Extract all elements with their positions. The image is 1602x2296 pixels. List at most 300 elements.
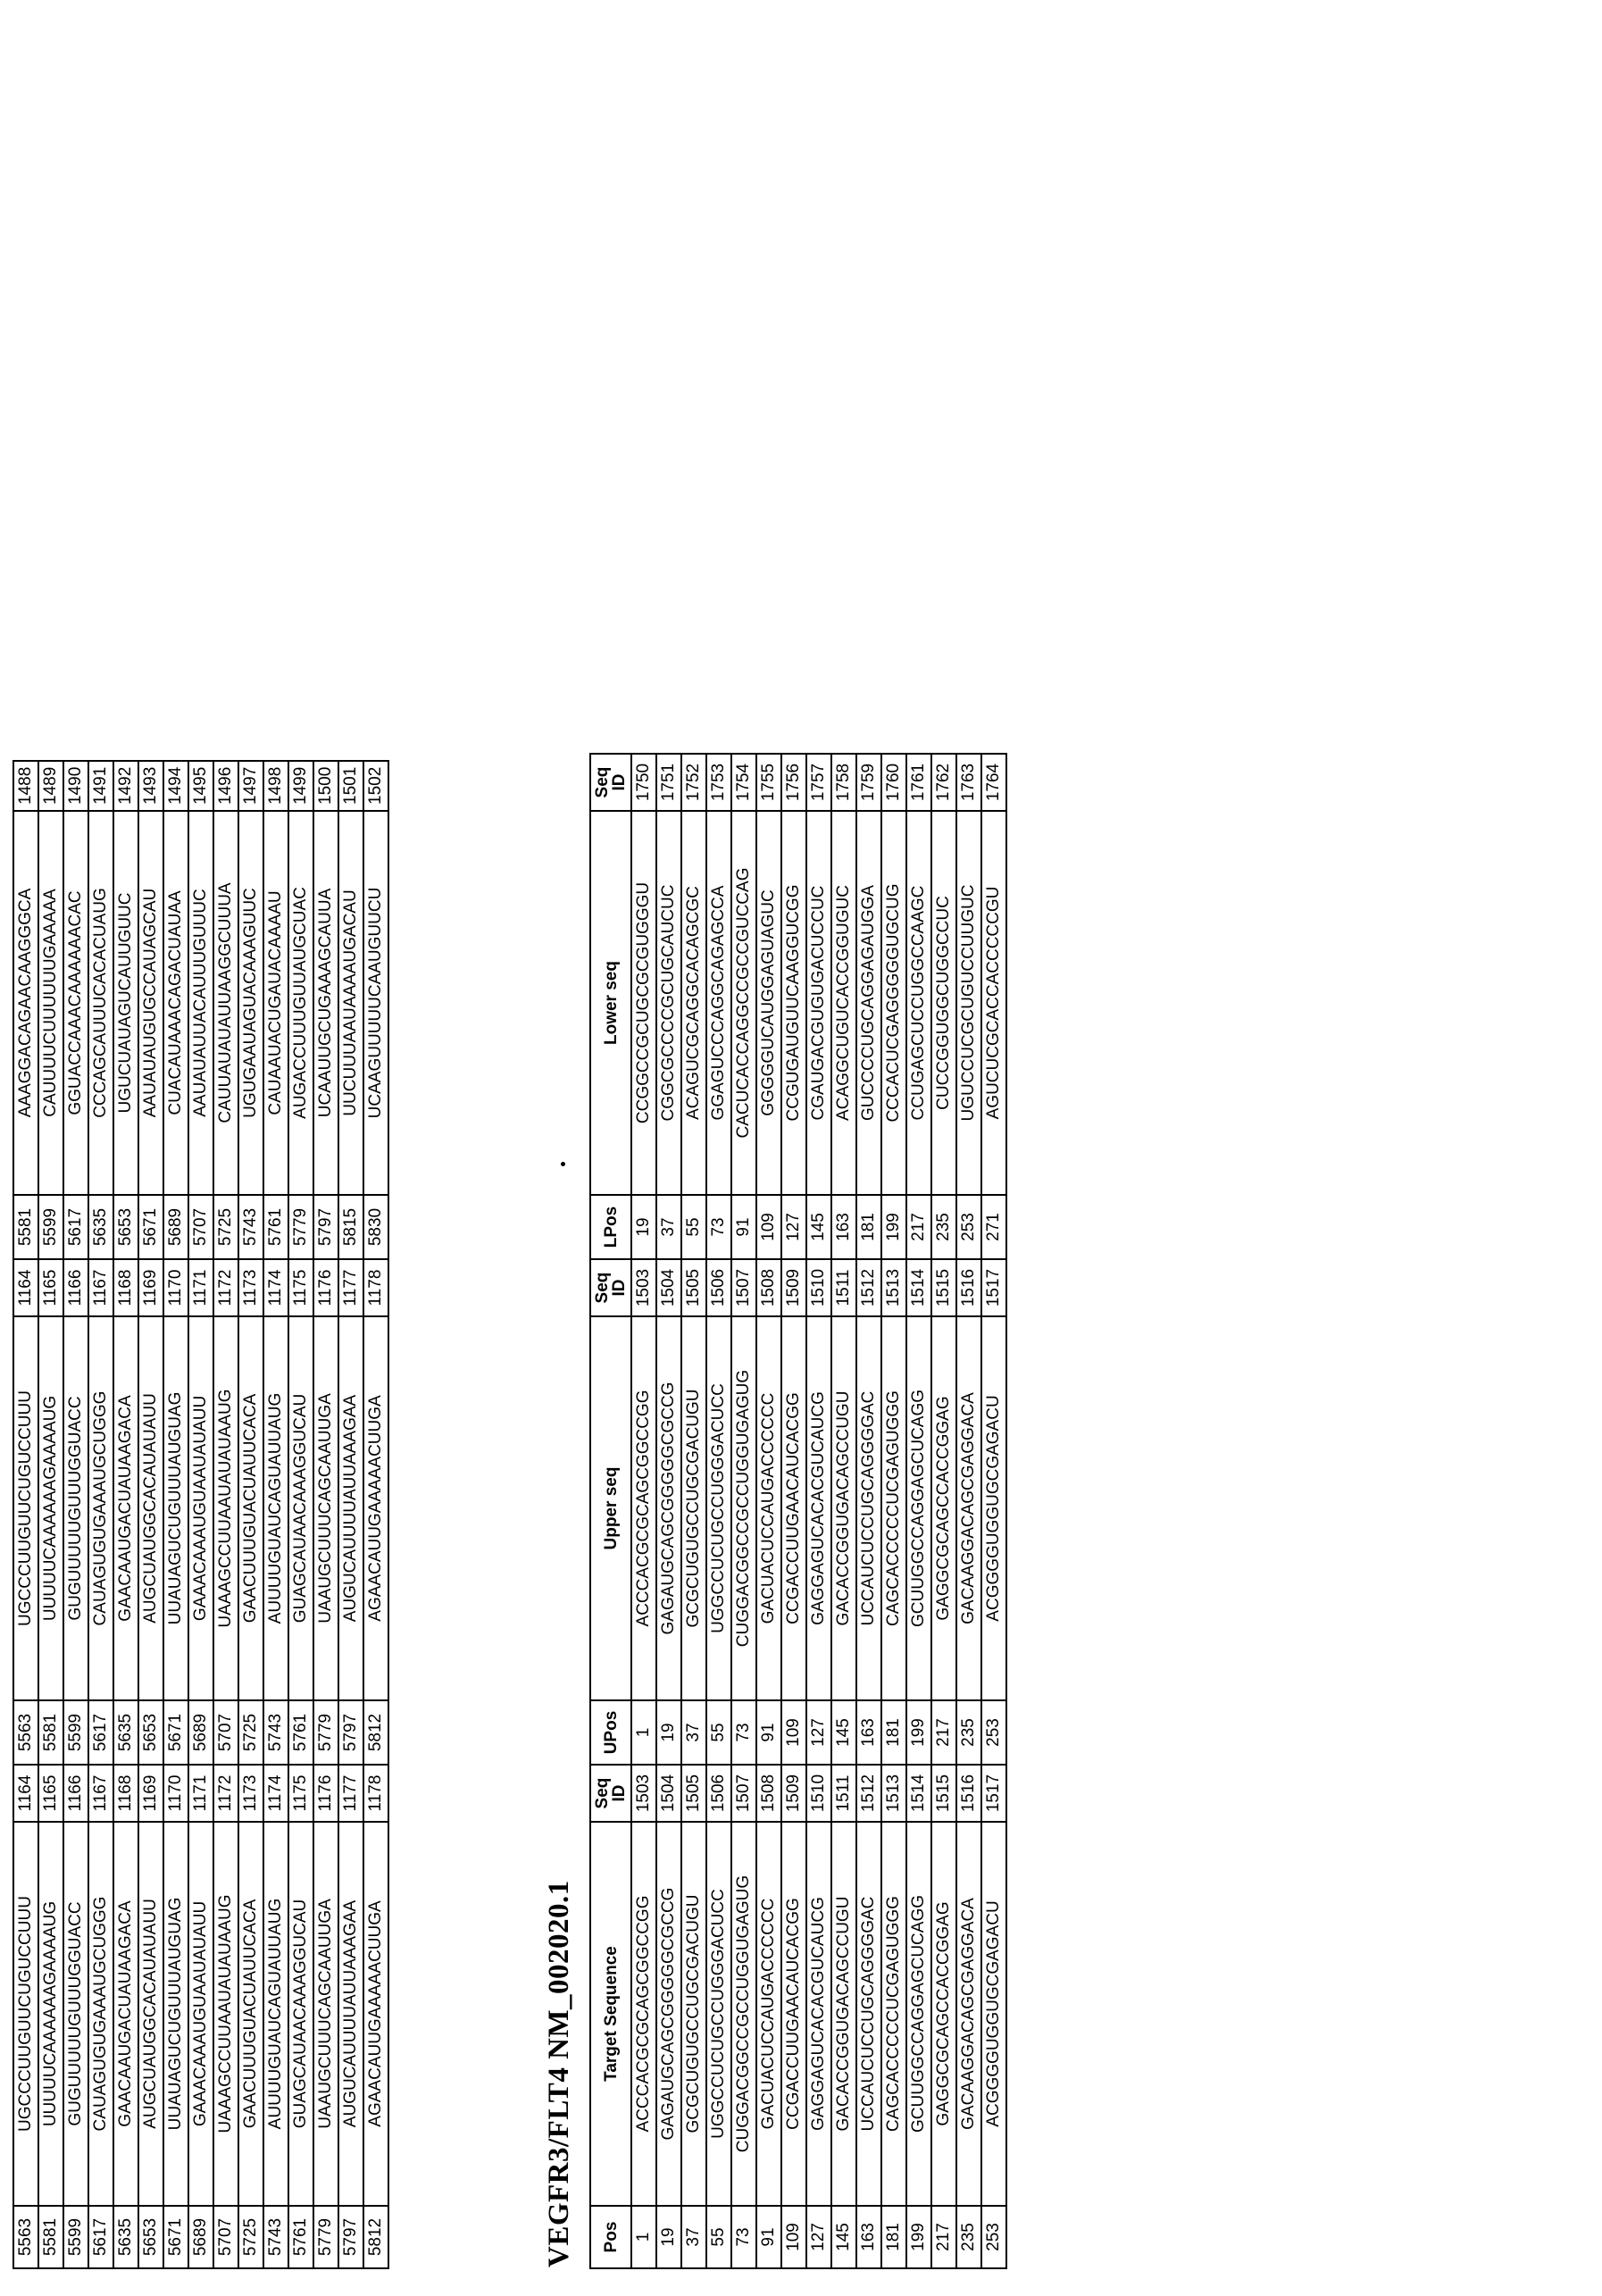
cell-seq-id-upper: 1172 — [213, 1259, 238, 1316]
cell-seq-id-lower: 1762 — [931, 754, 956, 811]
cell-seq-id-lower: 1497 — [238, 761, 263, 811]
cell-upper-seq: UUUUUCAAAAAAGAAAAUG — [38, 1316, 63, 1700]
cell-upos: 91 — [756, 1700, 781, 1765]
cell-seq-id-target: 1176 — [313, 1765, 338, 1822]
cell-upos: 5812 — [363, 1700, 388, 1765]
cell-target-sequence: GAGAUGCAGCGGGGGCGCCG — [656, 1822, 681, 2206]
cell-upos: 145 — [831, 1700, 856, 1765]
cell-lpos: 5599 — [38, 1195, 63, 1259]
cell-target-sequence: ACGGGGUGGUGCGAGACU — [981, 1822, 1006, 2206]
cell-lpos: 5581 — [13, 1195, 38, 1259]
table-row — [288, 761, 313, 2268]
cell-pos: 5689 — [188, 2206, 213, 2268]
column-header-seq-id-lower — [590, 1259, 631, 1316]
column-header-lower-seq: Lower seq — [590, 811, 631, 1195]
cell-seq-id-target: 1514 — [906, 1765, 931, 1822]
cell-pos: 5581 — [38, 2206, 63, 2268]
cell-target-sequence: UUUUUCAAAAAAGAAAAUG — [38, 1822, 63, 2206]
cell-lpos: 5743 — [238, 1195, 263, 1259]
cell-lpos: 55 — [681, 1195, 706, 1259]
cell-seq-id-lower: 1488 — [13, 761, 38, 811]
sequence-table-continuation-wrap — [13, 760, 389, 2269]
cell-target-sequence: GACACCGGUGACAGCCUGU — [831, 1822, 856, 2206]
cell-target-sequence: UGCCCUUGUUCUGUCCUUU — [13, 1822, 38, 2206]
cell-upper-seq: GAACAAUGACUAUAAGACA — [113, 1316, 138, 1700]
cell-pos: 1 — [631, 2206, 656, 2268]
page-title: VEGFR3/FLT4 NM_002020.1 — [543, 1880, 575, 2267]
cell-seq-id-lower: 1754 — [731, 754, 756, 811]
cell-pos: 199 — [906, 2206, 931, 2268]
cell-lower-seq: UGUCUAUAGUCAUUGUUC — [113, 811, 138, 1195]
cell-pos: 73 — [731, 2206, 756, 2268]
cell-upper-seq: AUGCUAUGGCACAUAUAUU — [138, 1316, 163, 1700]
cell-lower-seq: AAUAUAUUACAUUUGUUUC — [188, 811, 213, 1195]
cell-seq-id-target: 1177 — [338, 1765, 363, 1822]
cell-lower-seq: CGGCGCCCCGCUGCAUCUC — [656, 811, 681, 1195]
cell-upper-seq: GUAGCAUAACAAAGGUCAU — [288, 1316, 313, 1700]
cell-target-sequence: GAAACAAAUGUAAUAUAUU — [188, 1822, 213, 2206]
cell-upper-seq: CAGCACCCCCUCGAGUGGG — [881, 1316, 906, 1700]
cell-seq-id-target: 1503 — [631, 1765, 656, 1822]
cell-seq-id-upper: 1515 — [931, 1259, 956, 1316]
cell-seq-id-target: 1506 — [706, 1765, 731, 1822]
cell-lower-seq: UGUCCUCGCUGUCCUUGUC — [956, 811, 981, 1195]
cell-lpos: 19 — [631, 1195, 656, 1259]
cell-pos: 235 — [956, 2206, 981, 2268]
cell-seq-id-upper: 1174 — [263, 1259, 288, 1316]
seq-id-label-line2: ID — [610, 773, 629, 791]
cell-lpos: 199 — [881, 1195, 906, 1259]
table-row — [731, 754, 756, 2268]
cell-upper-seq: GCGCUGUGCCUGCGACUGU — [681, 1316, 706, 1700]
cell-lpos: 5779 — [288, 1195, 313, 1259]
cell-target-sequence: AUGCUAUGGCACAUAUAUU — [138, 1822, 163, 2206]
cell-pos: 5725 — [238, 2206, 263, 2268]
cell-seq-id-upper: 1509 — [781, 1259, 806, 1316]
cell-target-sequence: UUAUAGUCUGUUUAUGUAG — [163, 1822, 188, 2206]
cell-upos: 5689 — [188, 1700, 213, 1765]
cell-upos: 5599 — [63, 1700, 88, 1765]
column-header-upper-seq: Upper seq — [590, 1316, 631, 1700]
cell-pos: 5671 — [163, 2206, 188, 2268]
cell-target-sequence: GUAGCAUAACAAAGGUCAU — [288, 1822, 313, 2206]
cell-seq-id-target: 1504 — [656, 1765, 681, 1822]
cell-pos: 5563 — [13, 2206, 38, 2268]
column-header-upos: UPos — [590, 1700, 631, 1765]
cell-lower-seq: UUCUUUAAUAAAAUGACAU — [338, 811, 363, 1195]
cell-lower-seq: CCGGCCGCUGCGCGUGGGU — [631, 811, 656, 1195]
cell-pos: 5653 — [138, 2206, 163, 2268]
cell-upper-seq: CCGACCUUGAACAUCACGG — [781, 1316, 806, 1700]
cell-lower-seq: CACUCACCAGGCCGCCGUCCAG — [731, 811, 756, 1195]
cell-lower-seq: CGAUGACGUGUGACUCCUC — [806, 811, 831, 1195]
cell-upos: 5725 — [238, 1700, 263, 1765]
table-row — [113, 761, 138, 2268]
cell-lpos: 5815 — [338, 1195, 363, 1259]
cell-lower-seq: AAUAUAUGUGCCAUAGCAU — [138, 811, 163, 1195]
cell-lpos: 91 — [731, 1195, 756, 1259]
cell-seq-id-upper: 1165 — [38, 1259, 63, 1316]
table-header — [590, 754, 631, 2268]
cell-seq-id-target: 1164 — [13, 1765, 38, 1822]
cell-upper-seq: GCUUGGCCAGGAGCUCAGG — [906, 1316, 931, 1700]
cell-seq-id-target: 1168 — [113, 1765, 138, 1822]
cell-seq-id-lower: 1753 — [706, 754, 731, 811]
cell-seq-id-upper: 1173 — [238, 1259, 263, 1316]
cell-upper-seq: UGCCCUUGUUCUGUCCUUU — [13, 1316, 38, 1700]
sequence-table-vegfr3-wrap — [589, 753, 1007, 2269]
table-row — [138, 761, 163, 2268]
cell-upper-seq: UAAAGCCUUAAUAUAUAAUG — [213, 1316, 238, 1700]
table-row — [906, 754, 931, 2268]
cell-lpos: 145 — [806, 1195, 831, 1259]
cell-pos: 181 — [881, 2206, 906, 2268]
table-row — [856, 754, 881, 2268]
cell-seq-id-upper: 1175 — [288, 1259, 313, 1316]
cell-seq-id-lower: 1761 — [906, 754, 931, 811]
cell-seq-id-target: 1175 — [288, 1765, 313, 1822]
cell-pos: 19 — [656, 2206, 681, 2268]
cell-seq-id-lower: 1500 — [313, 761, 338, 811]
cell-target-sequence: GAGGAGUCACACGUCAUCG — [806, 1822, 831, 2206]
cell-target-sequence: GAACAAUGACUAUAAGACA — [113, 1822, 138, 2206]
cell-seq-id-upper: 1169 — [138, 1259, 163, 1316]
cell-target-sequence: GAACUUUGUACUAUUCACA — [238, 1822, 263, 2206]
table-body — [13, 761, 388, 2268]
cell-upper-seq: GAAACAAAUGUAAUAUAUU — [188, 1316, 213, 1700]
cell-upper-seq: AUGUCAUUUUAUUAAAGAA — [338, 1316, 363, 1700]
cell-pos: 109 — [781, 2206, 806, 2268]
cell-upper-seq: CUGGACGGCCGCCUGGUGAGUG — [731, 1316, 756, 1700]
cell-upos: 5671 — [163, 1700, 188, 1765]
cell-seq-id-target: 1507 — [731, 1765, 756, 1822]
cell-target-sequence: UAAUGCUUUCAGCAAUUGA — [313, 1822, 338, 2206]
sequence-table-vegfr3 — [589, 753, 1007, 2269]
table-row — [931, 754, 956, 2268]
cell-seq-id-lower: 1763 — [956, 754, 981, 811]
table-row — [881, 754, 906, 2268]
cell-upper-seq: UCCAUCUCCUGCAGGGGAC — [856, 1316, 881, 1700]
cell-upper-seq: UAAUGCUUUCAGCAAUUGA — [313, 1316, 338, 1700]
cell-pos: 145 — [831, 2206, 856, 2268]
cell-target-sequence: GUGUUUUUGUUUGGUACC — [63, 1822, 88, 2206]
table-row — [781, 754, 806, 2268]
cell-pos: 37 — [681, 2206, 706, 2268]
cell-pos: 5617 — [88, 2206, 113, 2268]
cell-seq-id-upper: 1517 — [981, 1259, 1006, 1316]
cell-upos: 73 — [731, 1700, 756, 1765]
cell-seq-id-upper: 1171 — [188, 1259, 213, 1316]
cell-seq-id-lower: 1759 — [856, 754, 881, 811]
cell-lpos: 5635 — [88, 1195, 113, 1259]
cell-seq-id-target: 1505 — [681, 1765, 706, 1822]
cell-lower-seq: UCAAUUGCUGAAAGCAUUA — [313, 811, 338, 1195]
cell-lpos: 217 — [906, 1195, 931, 1259]
cell-seq-id-lower: 1493 — [138, 761, 163, 811]
table-row — [956, 754, 981, 2268]
cell-seq-id-target: 1167 — [88, 1765, 113, 1822]
cell-upos: 199 — [906, 1700, 931, 1765]
cell-upos: 163 — [856, 1700, 881, 1765]
cell-seq-id-target: 1516 — [956, 1765, 981, 1822]
table-row — [163, 761, 188, 2268]
cell-seq-id-target: 1166 — [63, 1765, 88, 1822]
cell-pos: 55 — [706, 2206, 731, 2268]
cell-seq-id-upper: 1176 — [313, 1259, 338, 1316]
cell-lpos: 235 — [931, 1195, 956, 1259]
cell-lpos: 163 — [831, 1195, 856, 1259]
cell-upos: 5653 — [138, 1700, 163, 1765]
cell-seq-id-upper: 1167 — [88, 1259, 113, 1316]
cell-seq-id-lower: 1758 — [831, 754, 856, 811]
cell-seq-id-upper: 1508 — [756, 1259, 781, 1316]
cell-seq-id-lower: 1756 — [781, 754, 806, 811]
cell-upos: 109 — [781, 1700, 806, 1765]
cell-lower-seq: GGAGUCCCAGGCAGAGCCA — [706, 811, 731, 1195]
cell-lower-seq: CUCCGGUGGCUGGCCUC — [931, 811, 956, 1195]
cell-lower-seq: CUACAUAAACAGACUAUAA — [163, 811, 188, 1195]
cell-seq-id-upper: 1511 — [831, 1259, 856, 1316]
cell-seq-id-upper: 1516 — [956, 1259, 981, 1316]
cell-lower-seq: CCGUGAUGUUCAAGGUCGG — [781, 811, 806, 1195]
cell-upos: 5779 — [313, 1700, 338, 1765]
table-body — [631, 754, 1006, 2268]
cell-pos: 5599 — [63, 2206, 88, 2268]
cell-seq-id-target: 1511 — [831, 1765, 856, 1822]
cell-seq-id-upper: 1510 — [806, 1259, 831, 1316]
cell-upper-seq: ACCCACGCGCAGCGGCCGG — [631, 1316, 656, 1700]
cell-upper-seq: GACUACUCCAUGACCCCCC — [756, 1316, 781, 1700]
cell-upper-seq: GAGGAGUCACACGUCAUCG — [806, 1316, 831, 1700]
cell-lpos: 73 — [706, 1195, 731, 1259]
cell-upper-seq: ACGGGGUGGUGCGAGACU — [981, 1316, 1006, 1700]
cell-upper-seq: GAACUUUGUACUAUUCACA — [238, 1316, 263, 1700]
cell-target-sequence: CCGACCUUGAACAUCACGG — [781, 1822, 806, 2206]
cell-upos: 5743 — [263, 1700, 288, 1765]
seq-id-label-line2: ID — [610, 1784, 629, 1802]
cell-upos: 19 — [656, 1700, 681, 1765]
table-row — [313, 761, 338, 2268]
cell-lower-seq: ACAGGCUGUCACCGGUGUC — [831, 811, 856, 1195]
cell-seq-id-lower: 1502 — [363, 761, 388, 811]
table-row — [338, 761, 363, 2268]
cell-upper-seq: AGAACAUUGAAAAACUUGA — [363, 1316, 388, 1700]
cell-upos: 5617 — [88, 1700, 113, 1765]
cell-target-sequence: AUGUCAUUUUAUUAAAGAA — [338, 1822, 363, 2206]
cell-seq-id-target: 1171 — [188, 1765, 213, 1822]
cell-pos: 5707 — [213, 2206, 238, 2268]
cell-pos: 5743 — [263, 2206, 288, 2268]
cell-seq-id-upper: 1178 — [363, 1259, 388, 1316]
table-header-row — [590, 754, 631, 2268]
cell-lpos: 271 — [981, 1195, 1006, 1259]
cell-lpos: 5761 — [263, 1195, 288, 1259]
cell-seq-id-lower: 1757 — [806, 754, 831, 811]
cell-seq-id-lower: 1751 — [656, 754, 681, 811]
cell-seq-id-upper: 1514 — [906, 1259, 931, 1316]
cell-lpos: 37 — [656, 1195, 681, 1259]
cell-lpos: 5689 — [163, 1195, 188, 1259]
cell-seq-id-upper: 1164 — [13, 1259, 38, 1316]
cell-lower-seq: CCCAGCAUUUCACACUAUG — [88, 811, 113, 1195]
column-header-seq-id-upper — [590, 1765, 631, 1822]
cell-target-sequence: UAAAGCCUUAAUAUAUAAUG — [213, 1822, 238, 2206]
cell-upper-seq: GACAAGGACAGCGAGGACA — [956, 1316, 981, 1700]
cell-seq-id-target: 1515 — [931, 1765, 956, 1822]
cell-seq-id-lower: 1501 — [338, 761, 363, 811]
cell-seq-id-lower: 1750 — [631, 754, 656, 811]
cell-lpos: 109 — [756, 1195, 781, 1259]
cell-lpos: 5653 — [113, 1195, 138, 1259]
cell-upper-seq: GAGGCGCAGCCACCGGAG — [931, 1316, 956, 1700]
cell-seq-id-upper: 1505 — [681, 1259, 706, 1316]
cell-seq-id-lower: 1491 — [88, 761, 113, 811]
seq-id-label-line: Seq — [593, 1777, 612, 1809]
cell-seq-id-upper: 1177 — [338, 1259, 363, 1316]
cell-pos: 127 — [806, 2206, 831, 2268]
cell-lpos: 5725 — [213, 1195, 238, 1259]
cell-pos: 5635 — [113, 2206, 138, 2268]
cell-upos: 5563 — [13, 1700, 38, 1765]
cell-seq-id-lower: 1496 — [213, 761, 238, 811]
cell-lower-seq: GGUACCAAACAAAAAACAC — [63, 811, 88, 1195]
table-row — [88, 761, 113, 2268]
cell-pos: 5761 — [288, 2206, 313, 2268]
cell-seq-id-lower: 1498 — [263, 761, 288, 811]
cell-lower-seq: UCAAGUUUUUCAAUGUUCU — [363, 811, 388, 1195]
cell-lower-seq: AAAGGACAGAACAAGGGCA — [13, 811, 38, 1195]
table-row — [806, 754, 831, 2268]
cell-lower-seq: CAUAAUACUGAUACAAAAU — [263, 811, 288, 1195]
cell-seq-id-upper: 1512 — [856, 1259, 881, 1316]
cell-lower-seq: GUCCCCUGCAGGAGAUGGA — [856, 811, 881, 1195]
cell-upos: 253 — [981, 1700, 1006, 1765]
cell-lpos: 5797 — [313, 1195, 338, 1259]
table-row — [213, 761, 238, 2268]
seq-id-label-line: Seq — [593, 1272, 612, 1304]
cell-seq-id-target: 1513 — [881, 1765, 906, 1822]
cell-seq-id-target: 1170 — [163, 1765, 188, 1822]
cell-upos: 1 — [631, 1700, 656, 1765]
cell-seq-id-lower: 1752 — [681, 754, 706, 811]
cell-target-sequence: AUUUUGUAUCAGUAUUAUG — [263, 1822, 288, 2206]
cell-seq-id-upper: 1507 — [731, 1259, 756, 1316]
cell-target-sequence: CUGGACGGCCGCCUGGUGAGUG — [731, 1822, 756, 2206]
seq-id-label-line2: ID — [610, 1279, 629, 1297]
cell-pos: 5812 — [363, 2206, 388, 2268]
seq-id-label-line: Seq — [593, 766, 612, 798]
table-row — [981, 754, 1006, 2268]
table-row — [363, 761, 388, 2268]
cell-upos: 5581 — [38, 1700, 63, 1765]
cell-seq-id-lower: 1499 — [288, 761, 313, 811]
cell-upper-seq: UUAUAGUCUGUUUAUGUAG — [163, 1316, 188, 1700]
cell-pos: 5779 — [313, 2206, 338, 2268]
cell-seq-id-upper: 1513 — [881, 1259, 906, 1316]
column-header-pos: Pos — [590, 2206, 631, 2268]
cell-upos: 5761 — [288, 1700, 313, 1765]
cell-upper-seq: UGGCCUCUGCCUGGGACUCC — [706, 1316, 731, 1700]
cell-upper-seq: GAGAUGCAGCGGGGGCGCCG — [656, 1316, 681, 1700]
cell-seq-id-lower: 1755 — [756, 754, 781, 811]
cell-lower-seq: CAUUAUAUAUUAAGGCUUUA — [213, 811, 238, 1195]
cell-target-sequence: ACCCACGCGCAGCGGCCGG — [631, 1822, 656, 2206]
cell-upper-seq: GUGUUUUUGUUUGGUACC — [63, 1316, 88, 1700]
cell-lower-seq: UGUGAAUAGUACAAAGUUC — [238, 811, 263, 1195]
cell-seq-id-lower: 1760 — [881, 754, 906, 811]
cell-lower-seq: CAUUUUCUUUUUUGAAAAA — [38, 811, 63, 1195]
cell-pos: 217 — [931, 2206, 956, 2268]
table-row — [656, 754, 681, 2268]
cell-seq-id-lower: 1490 — [63, 761, 88, 811]
cell-target-sequence: CAUAGUGUGAAAUGCUGGG — [88, 1822, 113, 2206]
cell-seq-id-target: 1510 — [806, 1765, 831, 1822]
cell-upos: 55 — [706, 1700, 731, 1765]
cell-target-sequence: GACAAGGACAGCGAGGACA — [956, 1822, 981, 2206]
cell-seq-id-target: 1172 — [213, 1765, 238, 1822]
cell-seq-id-target: 1517 — [981, 1765, 1006, 1822]
cell-target-sequence: GACUACUCCAUGACCCCCC — [756, 1822, 781, 2206]
cell-lower-seq: AGUCUCGCACCACCCCCGU — [981, 811, 1006, 1195]
cell-seq-id-target: 1512 — [856, 1765, 881, 1822]
cell-upos: 235 — [956, 1700, 981, 1765]
cell-seq-id-target: 1509 — [781, 1765, 806, 1822]
cell-seq-id-upper: 1170 — [163, 1259, 188, 1316]
cell-seq-id-target: 1165 — [38, 1765, 63, 1822]
cell-upos: 181 — [881, 1700, 906, 1765]
column-header-target-sequence: Target Sequence — [590, 1822, 631, 2206]
cell-upper-seq: GACACCGGUGACAGCCUGU — [831, 1316, 856, 1700]
cell-upos: 127 — [806, 1700, 831, 1765]
column-header-lpos: LPos — [590, 1195, 631, 1259]
cell-lpos: 181 — [856, 1195, 881, 1259]
cell-pos: 163 — [856, 2206, 881, 2268]
table-row — [63, 761, 88, 2268]
cell-upos: 5797 — [338, 1700, 363, 1765]
cell-pos: 253 — [981, 2206, 1006, 2268]
table-row — [38, 761, 63, 2268]
table-row — [681, 754, 706, 2268]
cell-seq-id-upper: 1506 — [706, 1259, 731, 1316]
table-row — [238, 761, 263, 2268]
table-row — [631, 754, 656, 2268]
cell-seq-id-lower: 1494 — [163, 761, 188, 811]
cell-lpos: 5707 — [188, 1195, 213, 1259]
table-row — [188, 761, 213, 2268]
column-header-seq-id-lower-right — [590, 754, 631, 811]
cell-seq-id-target: 1508 — [756, 1765, 781, 1822]
cell-lower-seq: GGGGGUCAUGGAGUAGUC — [756, 811, 781, 1195]
cell-seq-id-target: 1174 — [263, 1765, 288, 1822]
cell-lower-seq: CCUGAGCUCCUGGCCAAGC — [906, 811, 931, 1195]
table-row — [831, 754, 856, 2268]
cell-seq-id-lower: 1492 — [113, 761, 138, 811]
cell-seq-id-upper: 1168 — [113, 1259, 138, 1316]
table-row — [13, 761, 38, 2268]
cell-pos: 91 — [756, 2206, 781, 2268]
cell-lower-seq: ACAGUCGCAGGCACAGCGC — [681, 811, 706, 1195]
cell-target-sequence: AGAACAUUGAAAAACUUGA — [363, 1822, 388, 2206]
cell-target-sequence: CAGCACCCCCUCGAGUGGG — [881, 1822, 906, 2206]
cell-seq-id-lower: 1495 — [188, 761, 213, 811]
sequence-table-continuation — [13, 760, 389, 2269]
cell-lower-seq: CCCACUCGAGGGGGUGCUG — [881, 811, 906, 1195]
cell-lpos: 127 — [781, 1195, 806, 1259]
cell-target-sequence: UCCAUCUCCUGCAGGGGAC — [856, 1822, 881, 2206]
cell-upper-seq: CAUAGUGUGAAAUGCUGGG — [88, 1316, 113, 1700]
cell-seq-id-target: 1173 — [238, 1765, 263, 1822]
cell-seq-id-upper: 1166 — [63, 1259, 88, 1316]
